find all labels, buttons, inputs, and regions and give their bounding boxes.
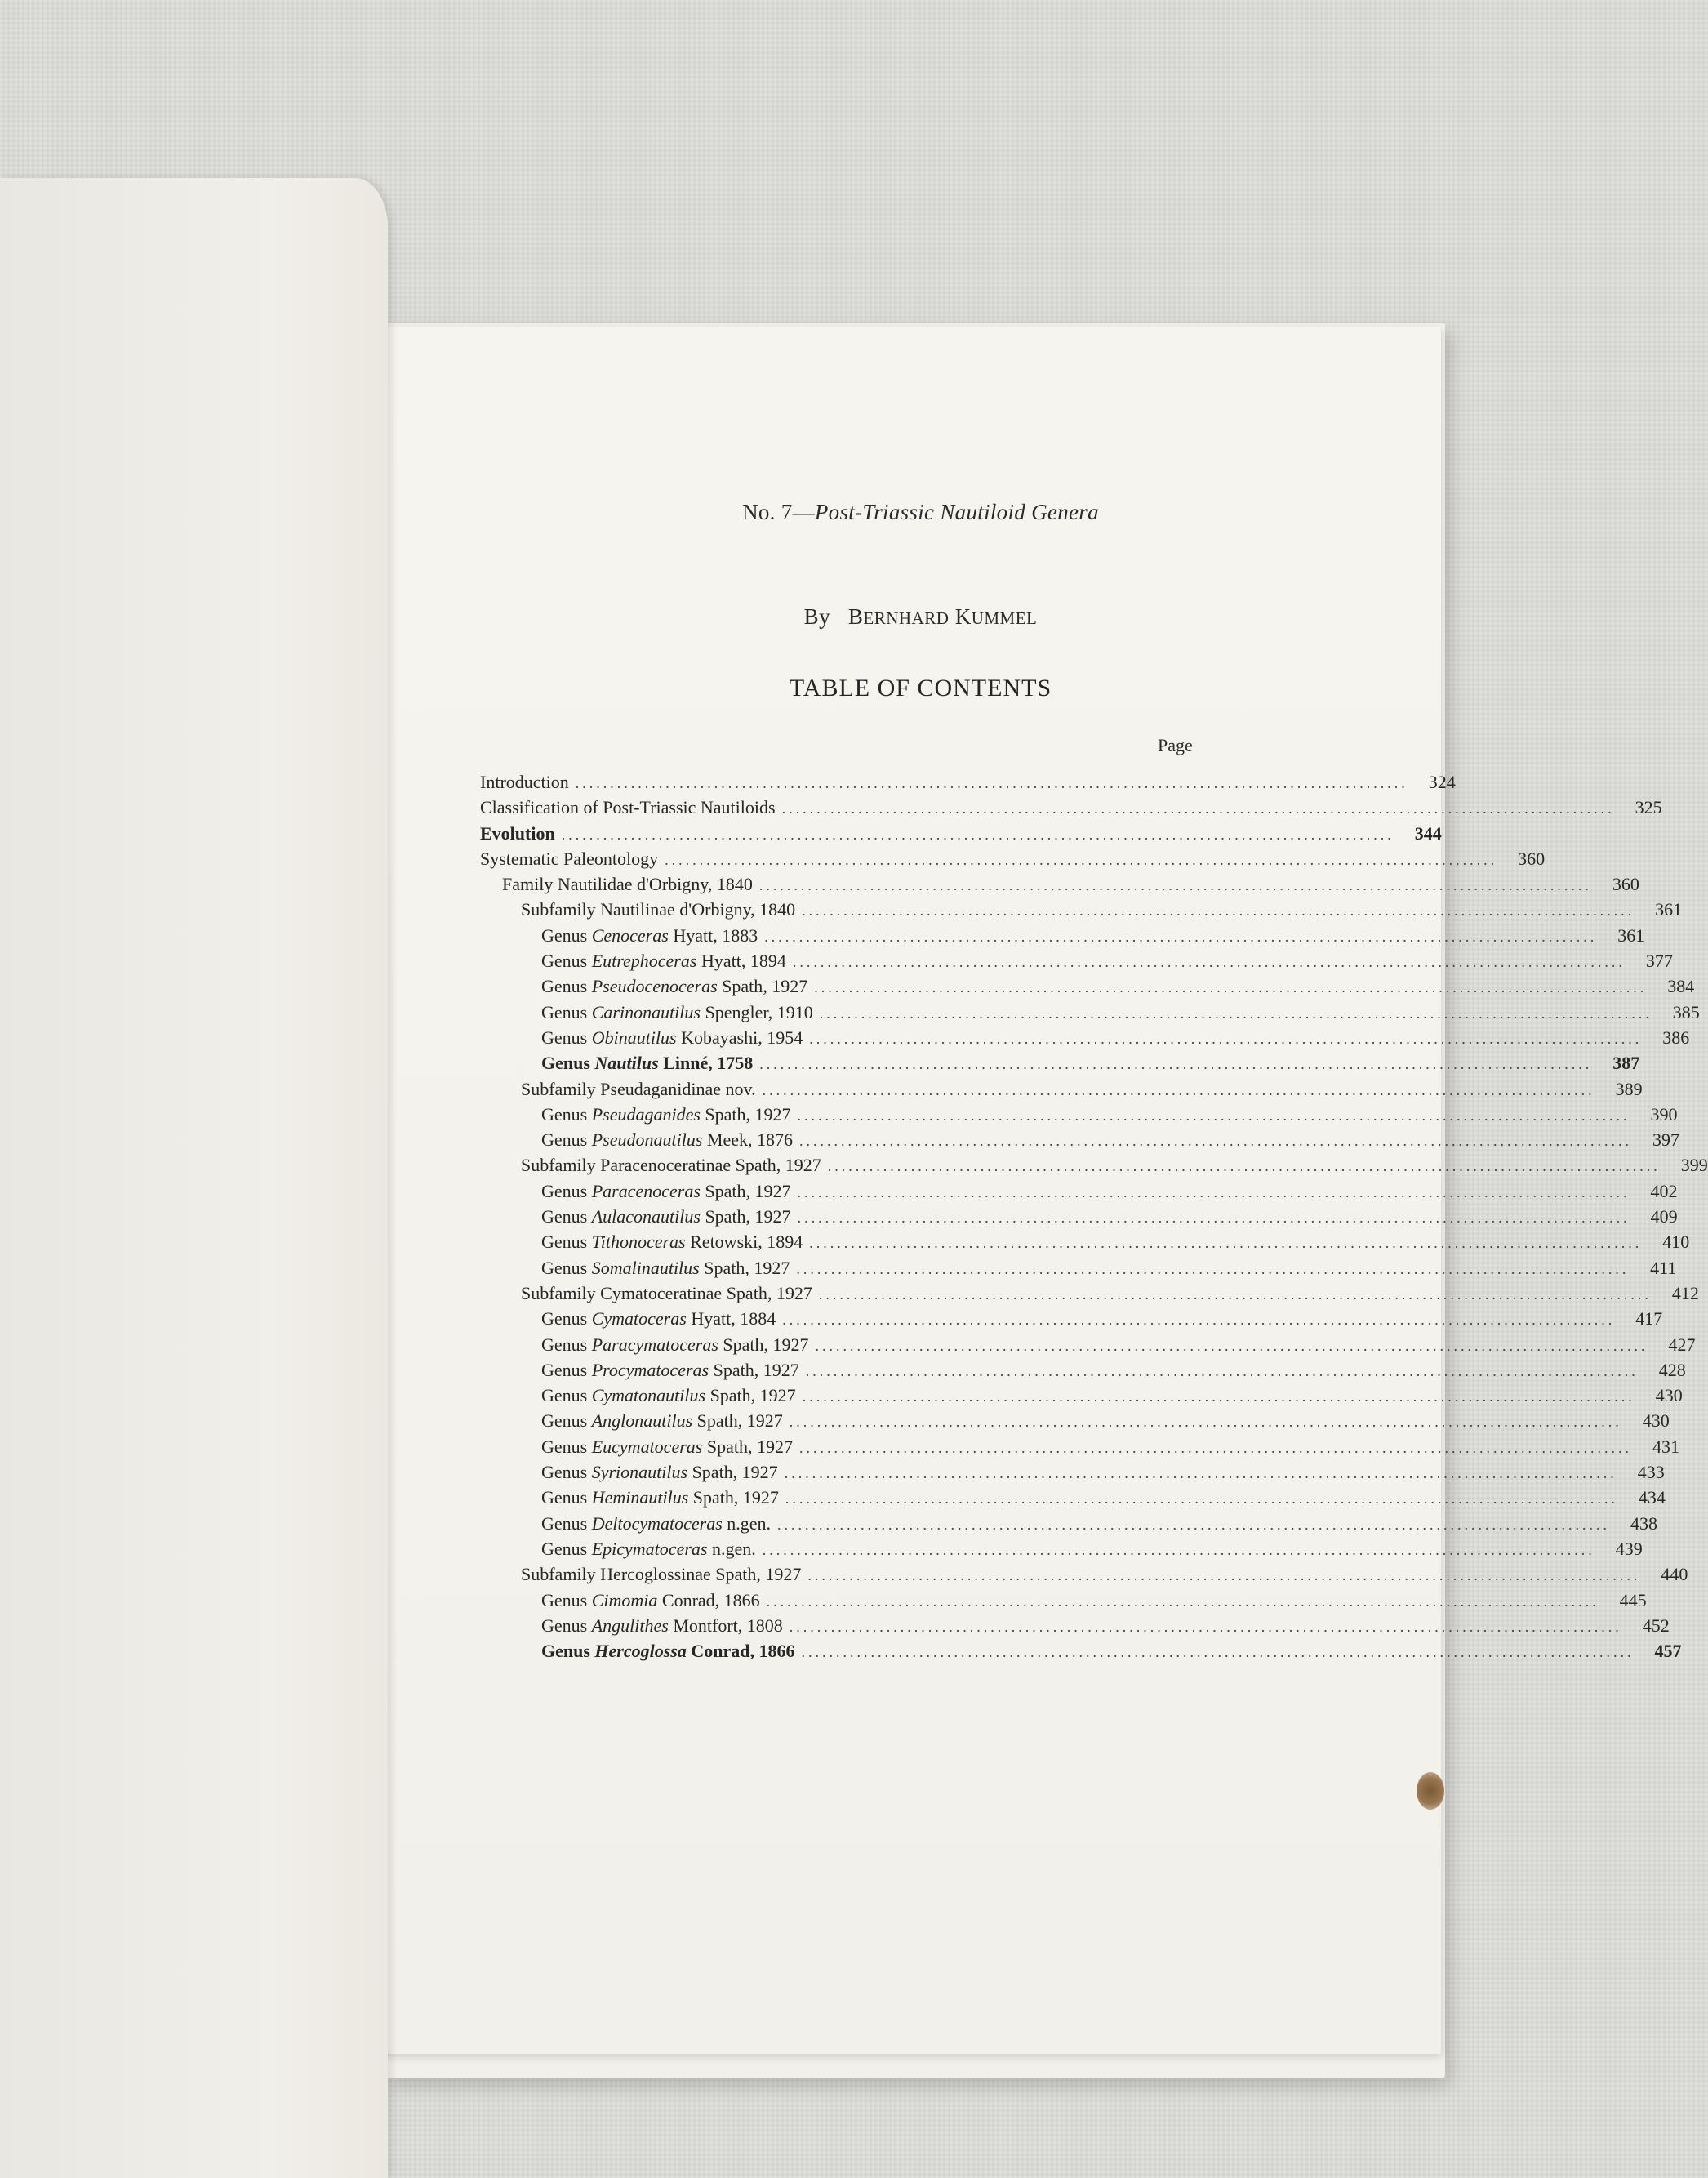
toc-entry-text: Genus xyxy=(541,1103,592,1125)
toc-entry-authority: Spath, 1927 xyxy=(705,1385,796,1406)
toc-leader-dots: ........................................................................................................................ xyxy=(809,1235,1643,1252)
toc-entry xyxy=(480,1487,1666,1512)
toc-entry-text: Genus xyxy=(541,976,592,997)
toc-entry-text: Subfamily Cymatoceratinae Spath, 1927 xyxy=(521,1282,812,1303)
toc-leader-dots: ........................................................................................................................ xyxy=(762,1541,1595,1558)
toc-entry xyxy=(480,1027,1690,1053)
toc-entry-genus-name: Pseudaganides xyxy=(591,1103,701,1125)
toc-page-number: 390 xyxy=(1650,1103,1678,1125)
toc-leader-dots: ........................................................................................................................ xyxy=(762,1081,1595,1098)
toc-entry-text: Genus xyxy=(541,1001,592,1022)
toc-entry-genus-name: Syrionautilus xyxy=(591,1462,688,1483)
toc-entry xyxy=(480,1589,1647,1615)
toc-page-number: 457 xyxy=(1654,1641,1682,1662)
toc-entry xyxy=(480,874,1639,899)
toc-entry-text: Genus xyxy=(541,1308,592,1330)
by-text: By xyxy=(803,604,831,629)
toc-entry xyxy=(480,924,1645,951)
toc-leader-dots: ........................................................................................................................ xyxy=(815,1337,1648,1354)
toc-leader-dots: ........................................................................................................................ xyxy=(575,775,1408,791)
toc-leader-dots: ........................................................................................................................ xyxy=(798,1133,1632,1150)
toc-leader-dots: ........................................................................................................................ xyxy=(805,1362,1639,1379)
toc-entry xyxy=(480,1641,1682,1666)
toc-leader-dots: ........................................................................................................................ xyxy=(798,1439,1632,1456)
toc-entry xyxy=(480,1334,1696,1360)
toc-entry-label xyxy=(541,1053,753,1074)
toc-entry-text: Genus xyxy=(541,1462,592,1483)
toc-entry xyxy=(480,1538,1643,1564)
toc-entry-label xyxy=(541,1487,779,1508)
toc-entry-authority: Spath, 1927 xyxy=(718,1334,809,1355)
first-initial: B xyxy=(847,604,864,629)
toc-entry-genus-name: Anglonautilus xyxy=(591,1410,693,1432)
toc-entry-text: Genus xyxy=(541,1180,592,1201)
toc-entry-genus-name: Aulaconautilus xyxy=(591,1206,701,1227)
toc-entry-genus-name: Heminautilus xyxy=(591,1487,689,1508)
toc-entry xyxy=(480,1001,1700,1027)
toc-entry-genus-name: Paracymatoceras xyxy=(591,1334,718,1355)
toc-entry-genus-name: Eutrephoceras xyxy=(591,951,697,972)
toc-page-number: 412 xyxy=(1671,1282,1699,1303)
toc-entry-genus-name: Nautilus xyxy=(594,1053,659,1074)
toc-entry-text: Genus xyxy=(541,1641,595,1662)
toc-entry xyxy=(480,1282,1699,1308)
toc-entry-genus-name: Epicymatoceras xyxy=(591,1538,708,1559)
toc-page-number: 445 xyxy=(1619,1589,1647,1610)
toc-entry-text: Classification of Post-Triassic Nautiloids xyxy=(480,797,776,818)
toc-entry-text: Genus xyxy=(541,1206,592,1227)
toc-entry-authority: Spath, 1927 xyxy=(709,1359,799,1380)
toc-entry-text: Genus xyxy=(541,1436,592,1457)
toc-leader-dots: ........................................................................................................................ xyxy=(764,928,1598,945)
toc-entry-label xyxy=(541,1181,791,1202)
toc-entry xyxy=(480,1308,1663,1334)
toc-page-number: 433 xyxy=(1637,1462,1665,1483)
toc-page-number: 438 xyxy=(1630,1512,1658,1534)
toc-entry-genus-name: Procymatoceras xyxy=(591,1359,709,1380)
issue-number: No. 7— xyxy=(742,500,815,524)
toc-entry-label xyxy=(480,772,569,793)
toc-entry-genus-name: Angulithes xyxy=(591,1615,669,1636)
toc-entry xyxy=(480,822,1442,848)
paper-title: Post-Triassic Nautiloid Genera xyxy=(814,500,1099,524)
toc-entry xyxy=(480,848,1546,874)
toc-entry-text: Genus xyxy=(541,1487,592,1508)
toc-page-number: 410 xyxy=(1662,1232,1690,1253)
toc-leader-dots: ........................................................................................................................ xyxy=(777,1516,1611,1533)
toc-entry xyxy=(480,772,1456,797)
toc-entry-label xyxy=(541,1641,795,1662)
toc-entry-authority: Spath, 1927 xyxy=(687,1462,778,1483)
running-header xyxy=(367,500,1441,525)
toc-entry-label xyxy=(541,951,786,972)
toc-entry-authority: Spath, 1927 xyxy=(688,1487,779,1508)
toc-entry-authority: Conrad, 1866 xyxy=(686,1641,795,1662)
toc-leader-dots: ........................................................................................................................ xyxy=(785,1490,1618,1508)
toc-entry-label xyxy=(502,874,753,895)
toc-leader-dots: ........................................................................................................................ xyxy=(792,954,1626,971)
toc-entry-text: Genus xyxy=(541,1538,592,1559)
toc-page-number: 452 xyxy=(1642,1615,1670,1636)
toc-leader-dots: ........................................................................................................................ xyxy=(789,1414,1622,1431)
toc-entry-authority: Spath, 1927 xyxy=(702,1436,793,1457)
toc-entry xyxy=(480,1385,1683,1410)
toc-page-number: 387 xyxy=(1612,1053,1640,1074)
toc-entry-authority: Meek, 1876 xyxy=(702,1129,793,1151)
toc-page-number: 427 xyxy=(1668,1334,1696,1355)
toc-leader-dots: ........................................................................................................................ xyxy=(758,877,1592,894)
toc-entry-label xyxy=(521,1564,801,1585)
toc-page-number: 361 xyxy=(1655,899,1683,920)
toc-entry xyxy=(480,951,1673,976)
toc-entry-authority: Kobayashi, 1954 xyxy=(676,1027,803,1048)
toc-page-number: 399 xyxy=(1680,1155,1708,1176)
toc-entry xyxy=(480,976,1695,1001)
toc-entry-authority: Retowski, 1894 xyxy=(685,1232,803,1253)
toc-entry-label xyxy=(521,899,795,920)
toc-entry-genus-name: Obinautilus xyxy=(591,1027,677,1048)
toc-entry-text: Subfamily Hercoglossinae Spath, 1927 xyxy=(521,1564,802,1585)
toc-entry-label xyxy=(541,1615,783,1637)
toc-entry-authority: Montfort, 1808 xyxy=(668,1615,783,1636)
toc-entry xyxy=(480,1155,1708,1180)
toc-entry xyxy=(480,1232,1690,1257)
toc-page-number: 360 xyxy=(1612,874,1639,895)
last-rest: UMMEL xyxy=(971,608,1038,628)
toc-page-number: 409 xyxy=(1650,1206,1678,1227)
toc-leader-dots: ........................................................................................................................ xyxy=(818,1285,1652,1303)
toc-entry-text: Genus xyxy=(541,1385,592,1406)
toc-page-number: 428 xyxy=(1658,1359,1686,1380)
toc-entry-text: Family Nautilidae d'Orbigny, 1840 xyxy=(502,874,753,895)
toc-entry xyxy=(480,1129,1679,1155)
toc-entry-label xyxy=(541,1410,783,1432)
toc-leader-dots: ........................................................................................................................ xyxy=(807,1567,1641,1584)
toc-entry-label xyxy=(541,1360,799,1381)
toc-entry-text: Genus xyxy=(541,1129,592,1151)
toc-entry-text: Genus xyxy=(541,1410,592,1432)
toc-entry-authority: Spath, 1927 xyxy=(717,976,808,997)
toc-entry-label xyxy=(541,925,758,946)
toc-leader-dots: ........................................................................................................................ xyxy=(819,1004,1652,1022)
toc-entry xyxy=(480,797,1662,822)
toc-entry-text: Subfamily Nautilinae d'Orbigny, 1840 xyxy=(521,899,796,920)
toc-leader-dots: ........................................................................................................................ xyxy=(827,1158,1661,1175)
table-of-contents xyxy=(480,772,1708,1666)
toc-leader-dots: ........................................................................................................................ xyxy=(797,1183,1630,1200)
toc-entry-text: Genus xyxy=(541,924,592,946)
first-rest: ERNHARD xyxy=(863,608,950,628)
last-initial: K xyxy=(954,604,972,629)
toc-entry-label xyxy=(541,1436,793,1458)
toc-entry-label xyxy=(480,823,555,844)
toc-entry xyxy=(480,1206,1678,1232)
toc-entry-genus-name: Cymatoceras xyxy=(591,1308,687,1330)
toc-leader-dots: ........................................................................................................................ xyxy=(789,1618,1622,1635)
toc-entry-authority: Hyatt, 1884 xyxy=(686,1308,776,1330)
toc-entry-authority: Spath, 1927 xyxy=(700,1103,791,1125)
toc-leader-dots: ........................................................................................................................ xyxy=(797,1209,1630,1227)
toc-leader-dots: ........................................................................................................................ xyxy=(782,1312,1616,1329)
toc-leader-dots: ........................................................................................................................ xyxy=(781,800,1615,817)
toc-leader-dots: ........................................................................................................................ xyxy=(665,851,1498,868)
toc-entry-authority: Spath, 1927 xyxy=(700,1206,791,1227)
toc-entry-genus-name: Eucymatoceras xyxy=(591,1436,703,1457)
toc-entry-label xyxy=(541,1539,756,1560)
toc-entry-genus-name: Pseudonautilus xyxy=(591,1129,703,1151)
page-column-header: Page xyxy=(1158,735,1193,755)
toc-entry-text: Subfamily Paracenoceratinae Spath, 1927 xyxy=(521,1155,821,1176)
toc-entry xyxy=(480,1512,1658,1539)
toc-page-number: 434 xyxy=(1638,1487,1666,1508)
toc-entry-authority: Conrad, 1866 xyxy=(657,1589,760,1610)
toc-entry-label xyxy=(541,1334,809,1356)
toc-entry-label xyxy=(541,1385,796,1406)
toc-entry xyxy=(480,899,1683,924)
toc-page-number: 384 xyxy=(1667,976,1695,997)
toc-entry xyxy=(480,1410,1670,1436)
toc-entry-authority: Spath, 1927 xyxy=(700,1180,791,1201)
toc-entry-label xyxy=(541,1513,771,1534)
toc-entry-label xyxy=(541,1232,803,1253)
toc-page-number: 385 xyxy=(1672,1001,1700,1022)
toc-page-number: 411 xyxy=(1650,1257,1677,1278)
toc-entry-genus-name: Deltocymatoceras xyxy=(591,1512,723,1534)
toc-entry-label xyxy=(541,1308,776,1330)
toc-entry-genus-name: Cimomia xyxy=(591,1589,658,1610)
toc-entry-genus-name: Paracenoceras xyxy=(591,1180,701,1201)
toc-page-number: 439 xyxy=(1615,1538,1643,1559)
toc-page-number: 430 xyxy=(1655,1385,1683,1406)
toc-entry-authority: Hyatt, 1883 xyxy=(668,924,758,946)
toc-entry xyxy=(480,1053,1640,1078)
toc-entry-text: Subfamily Pseudaganidinae nov. xyxy=(521,1078,756,1099)
toc-page-number: 402 xyxy=(1650,1180,1678,1201)
toc-entry-authority: Spengler, 1910 xyxy=(700,1001,813,1022)
toc-entry-text: Genus xyxy=(541,1257,592,1278)
toc-entry-label xyxy=(541,1258,790,1279)
toc-leader-dots: ........................................................................................................................ xyxy=(796,1260,1630,1277)
toc-entry-authority: n.gen. xyxy=(707,1538,756,1559)
toc-entry-text: Genus xyxy=(541,1232,592,1253)
toc-heading: TABLE OF CONTENTS xyxy=(789,675,1052,702)
toc-entry xyxy=(480,1462,1665,1487)
toc-entry-text: Genus xyxy=(541,1027,592,1048)
toc-leader-dots: ........................................................................................................................ xyxy=(814,979,1648,996)
toc-page-number: 386 xyxy=(1662,1027,1690,1048)
toc-page-number: 361 xyxy=(1617,924,1645,946)
toc-page-number: 389 xyxy=(1615,1078,1643,1099)
toc-page-number: 325 xyxy=(1635,797,1662,818)
toc-entry-label xyxy=(541,1104,791,1125)
toc-entry-authority: n.gen. xyxy=(722,1512,772,1534)
toc-entry-label xyxy=(541,1206,791,1227)
toc-entry-text: Genus xyxy=(541,1589,592,1610)
toc-leader-dots: ........................................................................................................................ xyxy=(802,1388,1635,1405)
toc-entry xyxy=(480,1103,1678,1129)
toc-entry-genus-name: Tithonoceras xyxy=(591,1232,686,1253)
toc-leader-dots: ........................................................................................................................ xyxy=(759,1056,1593,1073)
toc-entry-text: Genus xyxy=(541,1359,592,1380)
left-cover-page xyxy=(0,178,388,2178)
toc-entry-label xyxy=(521,1079,756,1100)
toc-entry-label xyxy=(541,1462,778,1483)
toc-leader-dots: ........................................................................................................................ xyxy=(784,1465,1617,1482)
toc-entry-genus-name: Cenoceras xyxy=(591,924,669,946)
toc-entry-authority: Linné, 1758 xyxy=(658,1053,754,1074)
toc-page-number: 417 xyxy=(1635,1308,1663,1330)
toc-entry-genus-name: Cymatonautilus xyxy=(591,1385,706,1406)
toc-entry-label xyxy=(480,797,776,818)
toc-leader-dots: ........................................................................................................................ xyxy=(797,1107,1630,1124)
page-tear-mark xyxy=(1417,1772,1444,1810)
toc-entry-text: Systematic Paleontology xyxy=(480,848,659,869)
toc-entry-text: Genus xyxy=(541,1053,595,1074)
toc-entry xyxy=(480,1615,1670,1641)
toc-entry-label xyxy=(541,1027,803,1049)
toc-entry-authority: Spath, 1927 xyxy=(692,1410,783,1432)
toc-leader-dots: ........................................................................................................................ xyxy=(561,826,1394,843)
toc-entry-genus-name: Hercoglossa xyxy=(594,1641,687,1662)
toc-page-number: 360 xyxy=(1518,848,1546,869)
toc-page-number: 324 xyxy=(1428,772,1456,792)
toc-entry-label xyxy=(541,1002,813,1023)
toc-entry-text: Genus xyxy=(541,1334,592,1355)
toc-page-number: 431 xyxy=(1652,1436,1679,1457)
toc-leader-dots: ........................................................................................................................ xyxy=(802,902,1635,920)
toc-page-number: 344 xyxy=(1414,822,1442,844)
toc-entry-text: Genus xyxy=(541,1512,592,1534)
toc-page-number: 430 xyxy=(1642,1410,1670,1432)
toc-entry-genus-name: Carinonautilus xyxy=(591,1001,701,1022)
toc-entry-label xyxy=(541,976,807,997)
toc-leader-dots: ........................................................................................................................ xyxy=(766,1592,1599,1610)
toc-entry-label xyxy=(521,1155,821,1176)
toc-entry-label xyxy=(541,1590,760,1611)
toc-entry-label xyxy=(541,1129,793,1151)
toc-entry-genus-name: Pseudocenoceras xyxy=(591,976,718,997)
toc-entry xyxy=(480,1180,1678,1206)
toc-entry-label xyxy=(521,1283,812,1304)
author-last-name xyxy=(955,604,1038,629)
author-first-name xyxy=(848,604,950,629)
toc-page-number: 377 xyxy=(1645,951,1673,972)
author-line xyxy=(367,604,1441,630)
toc-entry xyxy=(480,1257,1677,1283)
toc-entry-genus-name: Somalinautilus xyxy=(591,1257,700,1278)
author-by xyxy=(804,604,831,629)
toc-entry xyxy=(480,1078,1643,1104)
toc-entry-text: Evolution xyxy=(480,822,555,844)
toc-page-number: 440 xyxy=(1661,1564,1688,1585)
toc-entry-authority: Hyatt, 1894 xyxy=(696,951,786,972)
toc-entry-label xyxy=(480,848,658,870)
toc-leader-dots: ........................................................................................................................ xyxy=(809,1030,1643,1047)
toc-entry xyxy=(480,1564,1688,1589)
toc-leader-dots: ........................................................................................................................ xyxy=(801,1644,1635,1661)
toc-entry xyxy=(480,1359,1686,1385)
toc-entry xyxy=(480,1436,1679,1462)
toc-entry-text: Genus xyxy=(541,951,592,972)
toc-entry-authority: Spath, 1927 xyxy=(699,1257,790,1278)
toc-page-number: 397 xyxy=(1652,1129,1679,1151)
toc-entry-text: Genus xyxy=(541,1615,592,1636)
toc-entry-text: Introduction xyxy=(480,772,569,792)
